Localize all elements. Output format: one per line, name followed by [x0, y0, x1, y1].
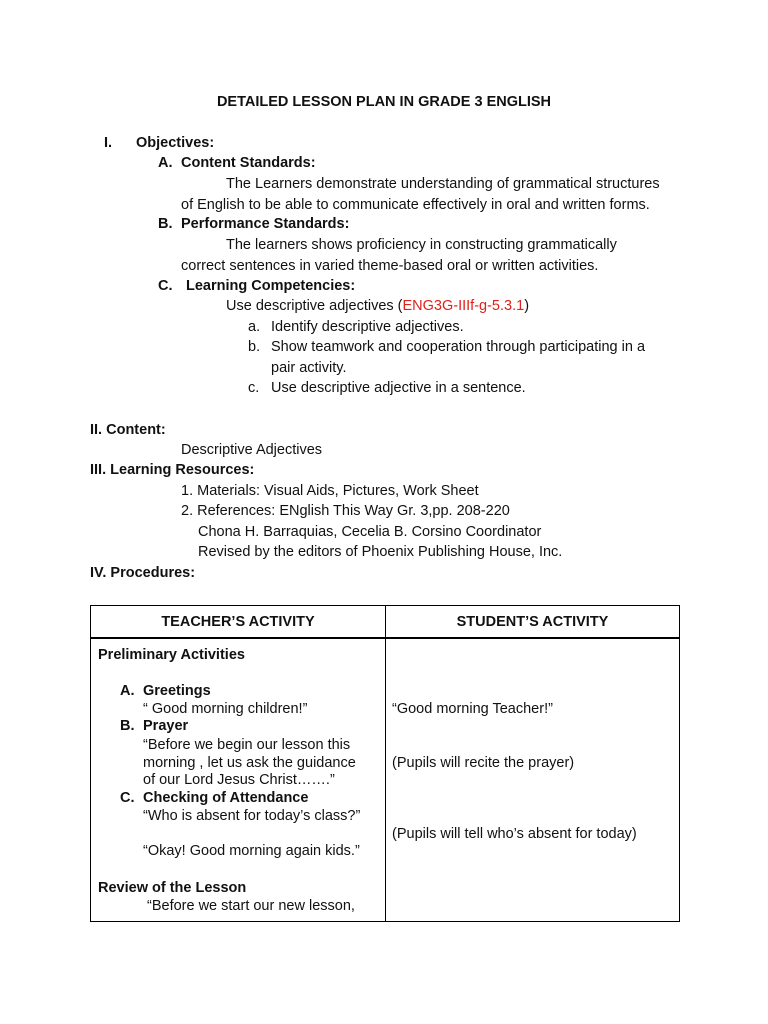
subsection-label: B.: [158, 216, 173, 232]
list-item-label: c.: [248, 380, 260, 396]
content-value: Descriptive Adjectives: [181, 442, 323, 458]
review-teacher-line: “Before we start our new lesson,: [147, 898, 355, 914]
subsection-label: A.: [158, 155, 173, 171]
procedures-table: [90, 605, 680, 922]
list-label: A.: [120, 683, 135, 699]
competency-intro-text: Use descriptive adjectives (: [226, 298, 403, 314]
list-label: B.: [120, 718, 135, 734]
prayer-student-response: (Pupils will recite the prayer): [392, 755, 575, 771]
attendance-heading: Checking of Attendance: [143, 790, 309, 806]
competency-code: ENG3G-IIIf-g-5.3.1: [402, 298, 525, 314]
resources-line: 2. References: ENglish This Way Gr. 3,pp. 208-220: [181, 503, 510, 519]
content-standards-text: of English to be able to communicate effectively in oral and written forms.: [181, 197, 650, 213]
subsection-label: C.: [158, 278, 173, 294]
list-item: Identify descriptive adjectives.: [271, 319, 464, 335]
teacher-activity-header: TEACHER’S ACTIVITY: [91, 606, 386, 639]
greetings-student-response: “Good morning Teacher!”: [392, 701, 553, 717]
objectives-heading: Objectives:: [136, 135, 215, 151]
attendance-teacher-line: “Who is absent for today’s class?”: [143, 808, 361, 824]
content-standards-text: The Learners demonstrate understanding of grammatical structures: [226, 176, 660, 192]
prayer-teacher-line: “Before we begin our lesson this: [143, 737, 351, 753]
list-item: pair activity.: [271, 360, 347, 376]
competency-intro-close: ): [524, 298, 530, 314]
content-standards-heading: Content Standards:: [181, 155, 316, 171]
resources-line: Revised by the editors of Phoenix Publishing House, Inc.: [198, 544, 563, 560]
resources-line: 1. Materials: Visual Aids, Pictures, Work Sheet: [181, 483, 479, 499]
performance-standards-text: correct sentences in varied theme-based oral or written activities.: [181, 258, 599, 274]
performance-standards-text: The learners shows proficiency in constructing grammatically: [226, 237, 617, 253]
competency-intro: [226, 298, 529, 314]
content-heading: II. Content:: [90, 422, 166, 438]
list-label: C.: [120, 790, 135, 806]
list-item: Show teamwork and cooperation through participating in a: [271, 339, 646, 355]
performance-standards-heading: Performance Standards:: [181, 216, 350, 232]
table-row: [91, 638, 680, 922]
procedures-heading: IV. Procedures:: [90, 565, 196, 581]
prayer-teacher-line: morning , let us ask the guidance: [143, 755, 356, 771]
student-activity-header: STUDENT’S ACTIVITY: [386, 606, 680, 639]
prayer-heading: Prayer: [143, 718, 189, 734]
greetings-teacher-line: “ Good morning children!”: [143, 701, 308, 717]
student-activity-cell: [386, 638, 680, 922]
teacher-activity-cell: [91, 638, 386, 922]
attendance-teacher-line: “Okay! Good morning again kids.”: [143, 843, 360, 859]
list-item: Use descriptive adjective in a sentence.: [271, 380, 526, 396]
section-number: I.: [104, 135, 113, 151]
prayer-teacher-line: of our Lord Jesus Christ…….”: [143, 772, 335, 788]
table-header-row: [91, 606, 680, 639]
greetings-heading: Greetings: [143, 683, 211, 699]
list-item-label: b.: [248, 339, 261, 355]
resources-line: Chona H. Barraquias, Cecelia B. Corsino Coordinator: [198, 524, 542, 540]
list-item-label: a.: [248, 319, 261, 335]
learning-competencies-heading: Learning Competencies:: [186, 278, 356, 294]
review-heading: Review of the Lesson: [98, 880, 247, 896]
attendance-student-response: (Pupils will tell who’s absent for today): [392, 826, 637, 842]
preliminary-heading: Preliminary Activities: [98, 647, 245, 663]
document-title: DETAILED LESSON PLAN IN GRADE 3 ENGLISH: [216, 94, 552, 110]
resources-heading: III. Learning Resources:: [90, 462, 255, 478]
